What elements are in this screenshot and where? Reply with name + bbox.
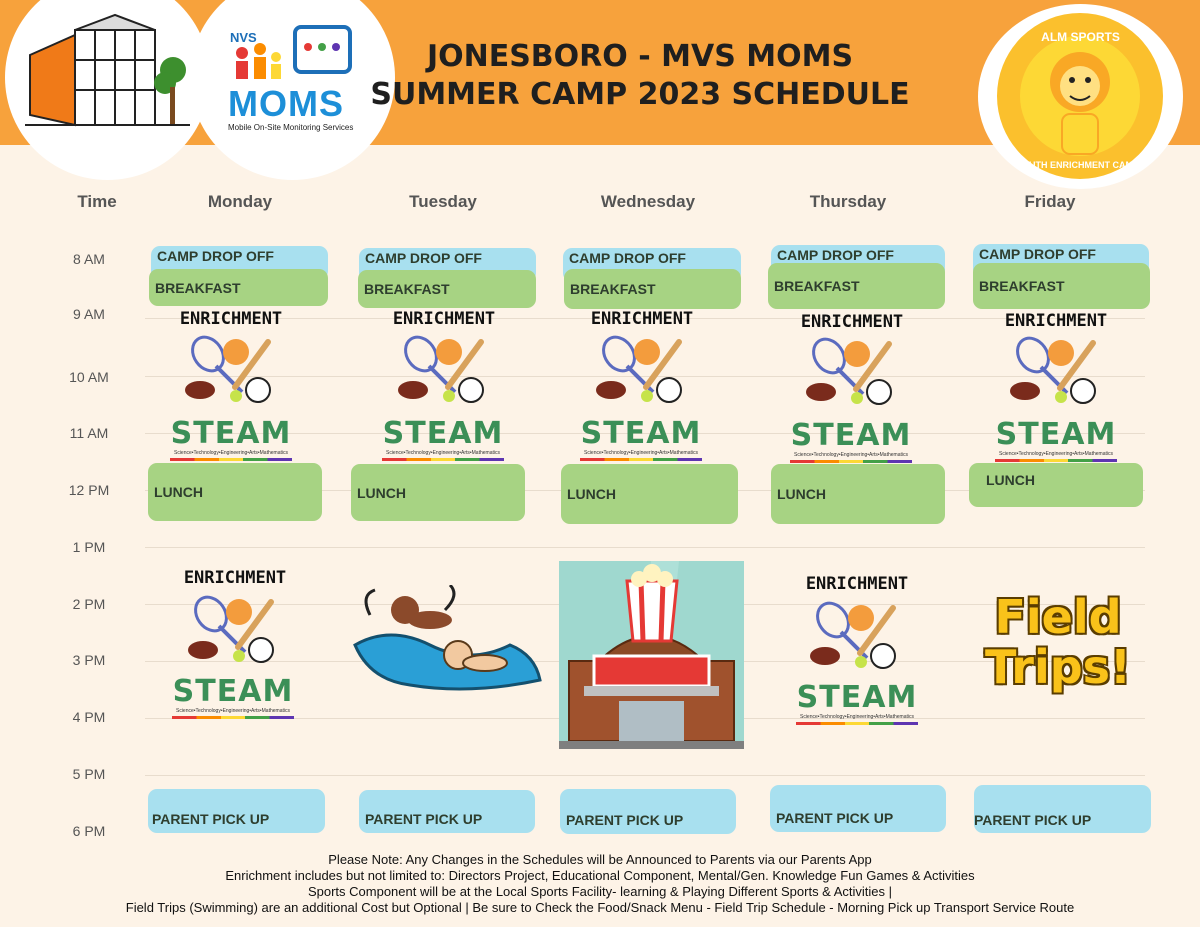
enrichment-label: ENRICHMENT <box>392 309 496 329</box>
steam-subtitle: Science•Technology•Engineering•Arts•Mathematics <box>175 708 290 714</box>
steam-word: STEAM <box>995 417 1117 452</box>
time-label: 3 PM <box>72 652 106 668</box>
field-trips-graphic <box>968 592 1148 692</box>
steam-logo <box>378 418 508 462</box>
time-label: 12 PM <box>68 482 110 498</box>
time-label: 8 AM <box>73 251 105 267</box>
drop-off-tuesday: CAMP DROP OFF <box>359 248 536 282</box>
field-trips-line-2: Trips! <box>984 640 1132 694</box>
time-label: 5 PM <box>72 766 106 782</box>
time-label: 10 AM <box>69 369 109 385</box>
title-line-1: JONESBORO - MVS MOMS <box>426 39 854 74</box>
steam-logo <box>166 418 296 462</box>
lunch-friday: LUNCH <box>969 463 1143 507</box>
note-line: Sports Component will be at the Local Sports Facility- learning & Playing Different Sports & Activities | <box>307 884 893 899</box>
drop-off-thursday: CAMP DROP OFF <box>771 245 945 279</box>
steam-subtitle: Science•Technology•Engineering•Arts•Mathematics <box>799 714 914 720</box>
enrichment-label: ENRICHMENT <box>800 312 904 332</box>
pickup-tuesday: PARENT PICK UP <box>359 790 535 833</box>
steam-subtitle: Science•Technology•Engineering•Arts•Mathematics <box>173 450 288 456</box>
lunch-wednesday: LUNCH <box>561 464 738 524</box>
pickup-thursday: PARENT PICK UP <box>770 785 946 832</box>
sports-equipment-icon <box>805 598 905 678</box>
steam-color-bar <box>796 722 918 725</box>
time-label: 1 PM <box>72 539 106 555</box>
lunch-tuesday: LUNCH <box>351 464 525 521</box>
lunch-thursday: LUNCH <box>771 464 945 524</box>
enrichment-label: ENRICHMENT <box>1004 311 1108 331</box>
steam-subtitle: Science•Technology•Engineering•Arts•Mathematics <box>998 451 1113 457</box>
building-icon <box>5 0 210 180</box>
steam-color-bar <box>995 459 1117 462</box>
gridline <box>145 547 1145 548</box>
breakfast-thursday: BREAKFAST <box>768 263 945 309</box>
note-line: Field Trips (Swimming) are an additional Cost but Optional | Be sure to Check the Food/Snack Menu - Field Trip Schedule - Morning Pick up Transport Service Route <box>125 900 1075 915</box>
note-line: Please Note: Any Changes in the Schedules will be Announced to Parents via our Parents App <box>328 852 872 867</box>
steam-word: STEAM <box>796 680 918 715</box>
sports-equipment-icon <box>183 592 283 672</box>
breakfast-friday: BREAKFAST <box>973 263 1150 309</box>
col-tuesday: Tuesday <box>409 192 477 211</box>
steam-logo <box>991 419 1121 463</box>
swimming-kids-icon <box>350 585 545 695</box>
title-line-2: SUMMER CAMP 2023 SCHEDULE <box>370 77 910 112</box>
drop-off-friday: CAMP DROP OFF <box>973 244 1149 278</box>
steam-subtitle: Science•Technology•Engineering•Arts•Mathematics <box>793 452 908 458</box>
steam-logo <box>792 682 922 726</box>
sports-equipment-icon <box>180 332 280 412</box>
col-time: Time <box>77 192 117 211</box>
time-label: 2 PM <box>72 596 106 612</box>
breakfast-wednesday: BREAKFAST <box>564 269 741 309</box>
time-label: 6 PM <box>72 823 106 839</box>
sports-equipment-icon <box>1005 333 1105 413</box>
steam-logo <box>576 418 706 462</box>
sports-equipment-icon <box>591 332 691 412</box>
time-label: 9 AM <box>73 306 105 322</box>
col-monday: Monday <box>207 192 273 211</box>
col-friday: Friday <box>1024 192 1076 211</box>
drop-off-wednesday: CAMP DROP OFF <box>563 248 741 282</box>
steam-word: STEAM <box>790 418 912 453</box>
breakfast-monday: BREAKFAST <box>149 269 328 306</box>
steam-word: STEAM <box>170 416 292 451</box>
pickup-friday: PARENT PICK UP <box>974 785 1151 833</box>
steam-subtitle: Science•Technology•Engineering•Arts•Mathematics <box>583 450 698 456</box>
steam-color-bar <box>580 458 702 461</box>
steam-color-bar <box>172 716 294 719</box>
drop-off-monday: CAMP DROP OFF <box>151 246 328 280</box>
col-thursday: Thursday <box>809 192 887 211</box>
pickup-monday: PARENT PICK UP <box>148 789 325 833</box>
moms-logo-sub: Mobile On-Site Monitoring Services <box>228 123 354 132</box>
enrichment-label: ENRICHMENT <box>590 309 694 329</box>
alm-logo-bottom-text: YOUTH ENRICHMENT CAMPS <box>1015 160 1145 170</box>
enrichment-label: ENRICHMENT <box>179 309 283 329</box>
steam-color-bar <box>382 458 504 461</box>
col-wednesday: Wednesday <box>600 192 696 211</box>
steam-logo <box>168 676 298 720</box>
breakfast-tuesday: BREAKFAST <box>358 270 536 308</box>
moms-logo-small: NVS <box>230 30 257 45</box>
steam-color-bar <box>170 458 292 461</box>
note-line: Enrichment includes but not limited to: Directors Project, Educational Component, Mental/Gen. Knowledge Fun Games & Activities <box>225 868 975 883</box>
gridline <box>145 775 1145 776</box>
alm-logo-top-text: ALM SPORTS <box>1041 30 1120 44</box>
time-label: 11 AM <box>69 425 109 441</box>
time-label: 4 PM <box>72 709 106 725</box>
sports-equipment-icon <box>801 334 901 414</box>
building-logo <box>5 0 210 180</box>
enrichment-label: ENRICHMENT <box>805 574 909 594</box>
enrichment-label: ENRICHMENT <box>183 568 287 588</box>
steam-word: STEAM <box>382 416 504 451</box>
alm-sports-logo <box>978 4 1183 189</box>
steam-color-bar <box>790 460 912 463</box>
footer-notes <box>0 852 1200 916</box>
page-title <box>360 38 920 114</box>
movie-theater-icon <box>559 561 744 749</box>
steam-word: STEAM <box>172 674 294 709</box>
steam-logo <box>786 420 916 464</box>
steam-subtitle: Science•Technology•Engineering•Arts•Mathematics <box>385 450 500 456</box>
field-trips-line-1: Field <box>994 590 1122 644</box>
lunch-monday: LUNCH <box>148 463 322 521</box>
moms-logo-big: MOMS <box>228 83 344 124</box>
steam-word: STEAM <box>580 416 702 451</box>
sports-equipment-icon <box>393 332 493 412</box>
pickup-wednesday: PARENT PICK UP <box>560 789 736 834</box>
